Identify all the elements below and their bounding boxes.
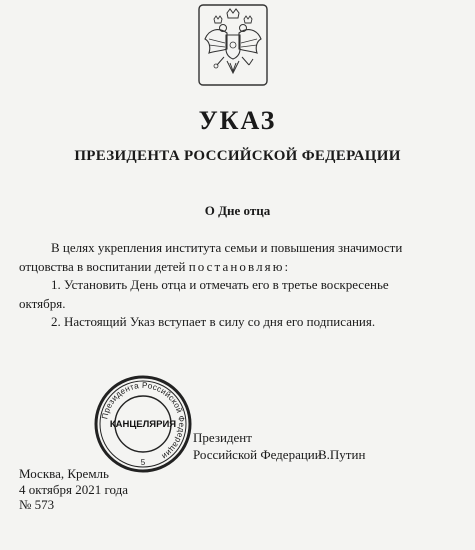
signature-role-line-1: Президент [193, 430, 252, 445]
coat-of-arms-emblem [197, 3, 269, 87]
signing-date: 4 октября 2021 года [19, 481, 128, 497]
signature-name: В.Путин [318, 447, 366, 462]
decree-body [19, 239, 455, 332]
resolve-word: постановляю: [188, 258, 291, 274]
decree-heading: О Дне отца [204, 203, 271, 218]
signature-role-line-2: Российской Федерации [193, 447, 322, 462]
item-2: 2. Настоящий Указ вступает в силу со дня его подписания. [51, 314, 376, 329]
item-1-line-2: октября. [19, 295, 66, 311]
issuer-subtitle: ПРЕЗИДЕНТА РОССИЙСКОЙ ФЕДЕРАЦИИ [74, 148, 401, 164]
signing-place: Москва, Кремль [19, 466, 109, 481]
intro-line-2-text: отцовства в воспитании детей [19, 258, 189, 274]
intro-line-1: В целях укрепления института семьи и повышения значимости [51, 240, 403, 255]
signing-details [19, 466, 128, 513]
stamp-center-text: КАНЦЕЛЯРИЯ [109, 419, 177, 430]
item-1-line-1: 1. Установить День отца и отмечать его в третье воскресенье [51, 277, 389, 292]
stamp-ring-text: Президента Российской Федерации [100, 380, 187, 462]
stamp-index: 5 [140, 458, 146, 467]
decree-number: № 573 [19, 497, 55, 512]
office-stamp [93, 374, 193, 474]
intro-line-2 [19, 258, 455, 277]
decree-title: УКАЗ [198, 106, 277, 135]
